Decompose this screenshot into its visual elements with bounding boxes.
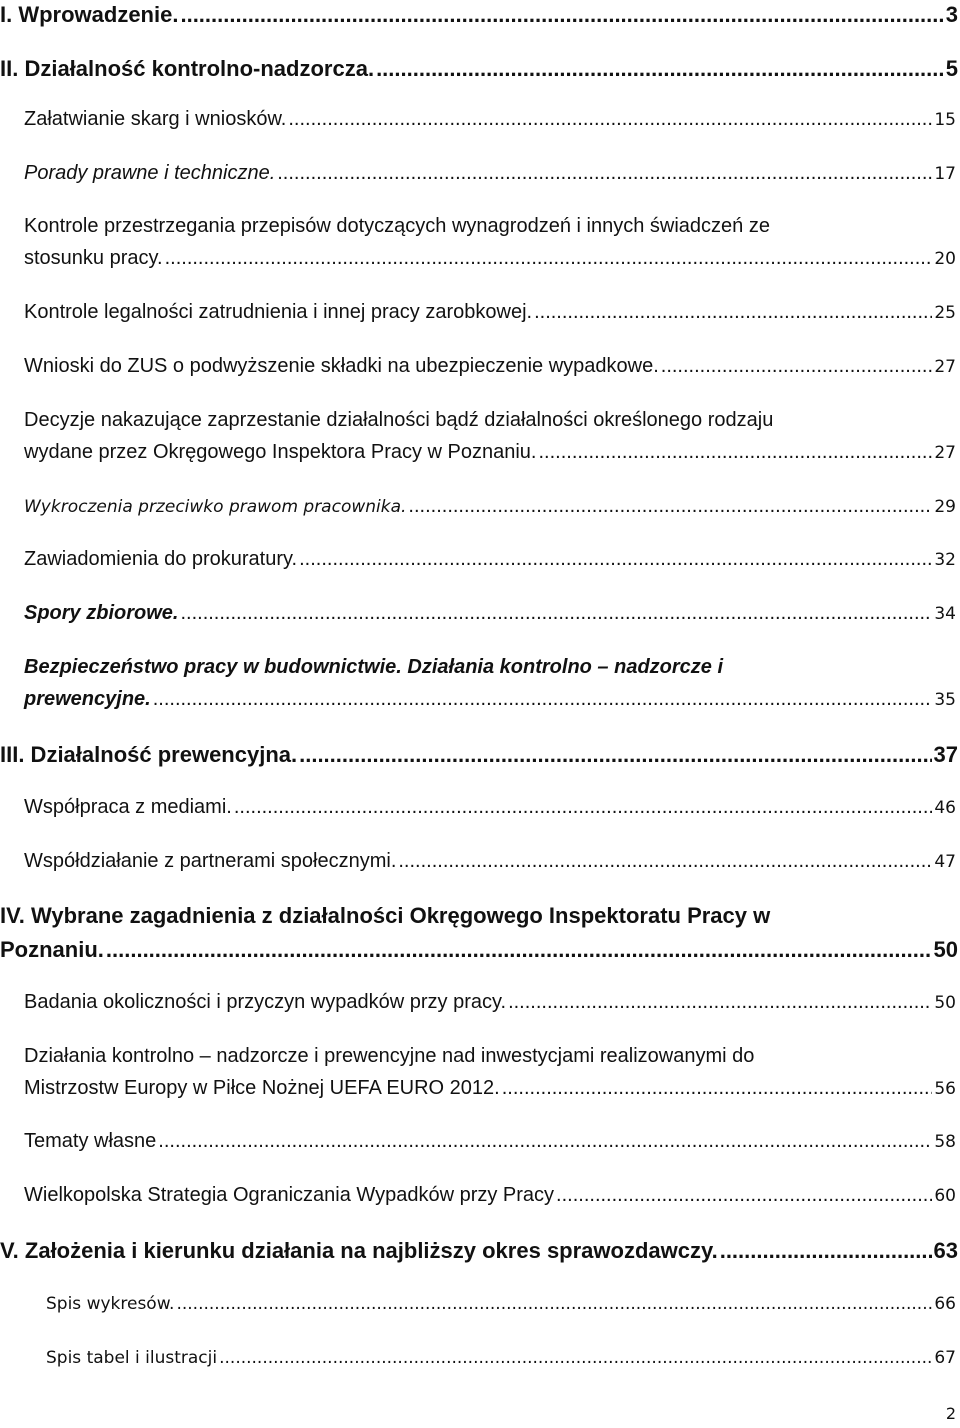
toc-entry[interactable]: Wnioski do ZUS o podwyższenie składki na ubezpieczenie wypadkowe. ..... 27 (24, 355, 956, 378)
toc-entry-chapter-2[interactable]: II. Działalność kontrolno-nadzorcza. ..... 5 (0, 56, 958, 82)
toc-entry-line-1[interactable]: Bezpieczeństwo pracy w budownictwie. Działania kontrolno – nadzorcze i (24, 656, 724, 678)
toc-entry[interactable]: Mistrzostw Europy w Piłce Nożnej UEFA EURO 2012. ..... 56 (24, 1077, 956, 1100)
toc-entry[interactable]: Tematy własne ..... 58 (24, 1130, 956, 1153)
page-number: 2 (945, 1404, 956, 1423)
toc-entry-chapter-4-line-1[interactable]: IV. Wybrane zagadnienia z działalności Okręgowego Inspektoratu Pracy w (0, 903, 771, 928)
toc-entry[interactable]: Badania okoliczności i przyczyn wypadków przy pracy. ..... 50 (24, 991, 956, 1014)
toc-entry[interactable]: Wykroczenia przeciwko prawom pracownika. ..... 29 (24, 495, 956, 518)
toc-entry-chapter-5[interactable]: V. Założenia i kierunku działania na najbliższy okres sprawozdawczy. ..... 63 (0, 1238, 958, 1264)
toc-entry[interactable]: prewencyjne. ..... 35 (24, 688, 956, 711)
toc-entry[interactable]: wydane przez Okręgowego Inspektora Pracy w Poznaniu. ..... 27 (24, 441, 956, 464)
toc-entry[interactable]: Spis tabel i ilustracji ..... 67 (46, 1348, 956, 1368)
toc-entry[interactable]: Załatwianie skarg i wniosków. ..... 15 (24, 108, 956, 131)
toc-entry[interactable]: Zawiadomienia do prokuratury. ..... 32 (24, 548, 956, 571)
toc-entry[interactable]: Spis wykresów. ..... 66 (46, 1294, 956, 1314)
toc-entry[interactable]: stosunku pracy. ..... 20 (24, 247, 956, 270)
toc-entry-line-1[interactable]: Decyzje nakazujące zaprzestanie działalności bądź działalności określonego rodzaju (24, 409, 774, 431)
toc-entry-chapter-3[interactable]: III. Działalność prewencyjna. ..... 37 (0, 742, 958, 768)
toc-entry[interactable]: Wielkopolska Strategia Ograniczania Wypadków przy Pracy ..... 60 (24, 1184, 956, 1207)
toc-entry[interactable]: Współdziałanie z partnerami społecznymi. ..... 47 (24, 850, 956, 873)
toc-entry[interactable]: Kontrole legalności zatrudnienia i innej pracy zarobkowej. ..... 25 (24, 301, 956, 324)
toc-entry[interactable]: Spory zbiorowe. ..... 34 (24, 602, 956, 625)
toc-entry-chapter-1[interactable]: I. Wprowadzenie. ..... 3 (0, 2, 958, 28)
toc-entry[interactable]: Porady prawne i techniczne. ..... 17 (24, 162, 956, 185)
toc-entry-line-1[interactable]: Kontrole przestrzegania przepisów dotyczących wynagrodzeń i innych świadczeń ze (24, 215, 770, 237)
toc-entry[interactable]: Współpraca z mediami. ..... 46 (24, 796, 956, 819)
toc-entry-chapter-4[interactable]: Poznaniu. ..... 50 (0, 937, 958, 963)
toc-entry-line-1[interactable]: Działania kontrolno – nadzorcze i prewencyjne nad inwestycjami realizowanymi do (24, 1045, 755, 1067)
